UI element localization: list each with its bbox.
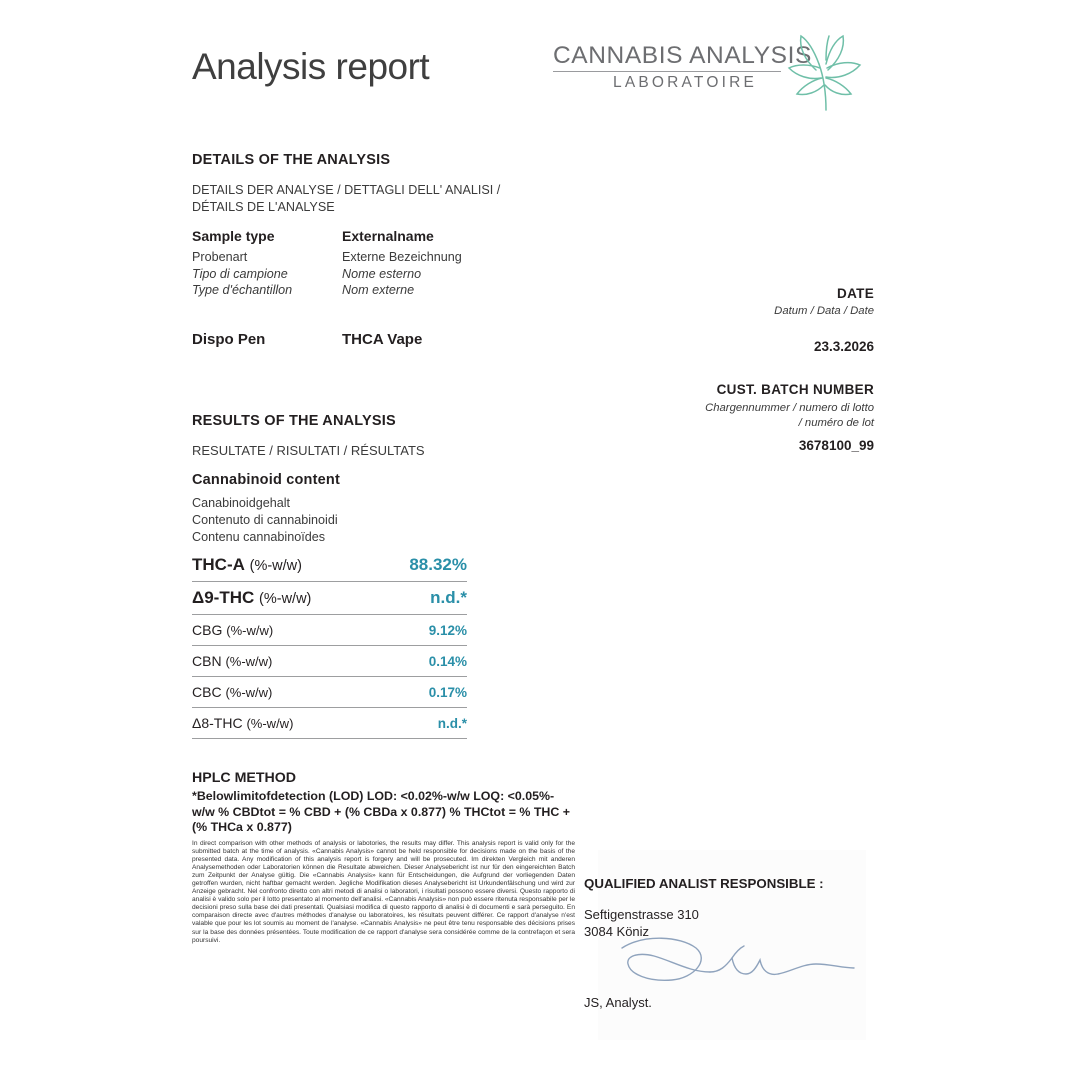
cannabinoid-value: 0.17% <box>428 684 467 700</box>
batch-label: CUST. BATCH NUMBER <box>716 382 874 397</box>
external-name-label: Externalname <box>342 228 434 244</box>
lab-address-line2: 3084 Köniz <box>584 924 650 939</box>
results-subheading: RESULTATE / RISULTATI / RÉSULTATS <box>192 443 425 458</box>
logo-divider <box>553 71 781 72</box>
handwritten-signature <box>610 930 860 1005</box>
results-heading: RESULTS OF THE ANALYSIS <box>192 413 396 429</box>
cannabinoid-value: n.d.* <box>430 588 467 607</box>
cannabinoid-unit: (%-w/w) <box>225 654 273 669</box>
external-name-label-it: Nome esterno <box>342 266 422 281</box>
cannabinoid-labels <box>192 495 622 546</box>
cannabinoid-unit: (%-w/w) <box>259 591 312 607</box>
details-subheading-line1: DETAILS DER ANALYSE / DETTAGLI DELL' ANALISI / <box>192 183 501 197</box>
details-subheading <box>192 182 622 216</box>
cannabinoid-label-de: Canabinoidgehalt <box>192 496 291 510</box>
sample-type-value: Dispo Pen <box>192 331 266 348</box>
cannabis-leaf-icon <box>783 34 869 117</box>
table-row <box>192 549 467 582</box>
cannabinoid-name: Δ9-THC <box>192 588 255 607</box>
results-section <box>192 413 622 459</box>
signature-heading: QUALIFIED ANALIST RESPONSIBLE : <box>584 876 824 891</box>
cannabinoid-value: n.d.* <box>437 715 467 731</box>
cannabinoid-heading: Cannabinoid content <box>192 472 340 488</box>
hplc-legal-text: In direct comparison with other methods of analysis or labotories, the results may differ. This analysis report is valid only for the submitted batch at the time of analysis. «Cannabis Analysis» cannot be held responsible for decisions made on the basis of the presented data. Any modification of this analysis report is forgery and will be prosecuted. Im direkten Vergleich mit anderen Analysemethoden oder Laboratorien können die Resultate abweichen. Dieser Analysebericht ist nur für den eingereichten Batch zum Zeitpunkt der Analyse gültig. Die «Cannabis Analysis» kann für Entscheidungen, die Aufgrund der vorliegenden Daten getroffen wurden, nicht haftbar gemacht werden. Jegliche Modifikation dieses Analysebericht ist Urkundenfälschung und wird zur Anzeige gebracht. Nel confronto diretto con altri metodi di analisi o laboratori, i risultati possono essere diversi. Questo rapporto di analisi è valido solo per il lotto presentato al momento dell'analisi. «Cannabis Analysis» non può essere ritenuta responsabile per le decisioni preso sulla base dei dati presentati. Qualsiasi modifica di questo rapporto di analisi è di documenti e sarà perseguito. En comparaison directe avec d'autres méthodes d'analyse ou laboratoires, les résultats peuvent différer. Ce rapport d'analyse n'est valable que pour les lot soumis au moment de l'analyse. «Cannabis Analysis» ne peut être tenu responsable des décisions prises sur la base des données présentées. Toute modification de ce rapport d'analyse sera considérée comme de la contrefaçon et sera poursuivi. <box>192 839 575 944</box>
table-row <box>192 708 467 739</box>
sample-type-label-de: Probenart <box>192 250 248 264</box>
date-label: DATE <box>837 286 874 301</box>
details-subheading-line2: DÉTAILS DE L'ANALYSE <box>192 200 335 214</box>
logo-title: CANNABIS ANALYSIS <box>553 42 812 69</box>
hplc-section <box>192 770 575 945</box>
batch-sublabel-line2: / numéro de lot <box>798 417 874 429</box>
date-sublabel: Datum / Data / Date <box>774 305 874 317</box>
cannabinoid-name: CBG <box>192 622 223 638</box>
batch-value: 3678100_99 <box>798 438 874 453</box>
analyst-name: JS, Analyst. <box>584 995 652 1010</box>
sample-type-label-it: Tipo di campione <box>192 266 288 281</box>
cannabinoid-unit: (%-w/w) <box>246 716 294 731</box>
cannabinoid-unit: (%-w/w) <box>226 623 274 638</box>
sample-info-table <box>192 228 622 299</box>
table-row <box>192 615 467 646</box>
cannabinoid-name: Δ8-THC <box>192 715 243 731</box>
table-row <box>192 582 467 615</box>
hplc-heading: HPLC METHOD <box>192 770 297 786</box>
sample-type-label: Sample type <box>192 228 275 244</box>
cannabinoid-name: CBC <box>192 684 222 700</box>
page-title: Analysis report <box>192 46 430 87</box>
cannabinoid-name: CBN <box>192 653 222 669</box>
sample-values-row <box>192 331 622 348</box>
cannabinoid-label-fr: Contenu cannabinoïdes <box>192 530 326 544</box>
cannabinoid-unit: (%-w/w) <box>225 685 273 700</box>
cannabinoid-value: 88.32% <box>409 555 467 574</box>
table-row <box>192 646 467 677</box>
sample-type-label-fr: Type d'échantillon <box>192 283 293 298</box>
brand-logo <box>553 34 873 112</box>
details-section <box>192 152 622 216</box>
lab-address-line1: Seftigenstrasse 310 <box>584 907 699 922</box>
cannabinoid-section <box>192 472 622 546</box>
external-name-label-de: Externe Bezeichnung <box>342 250 462 264</box>
cannabinoid-value: 0.14% <box>428 653 467 669</box>
details-heading: DETAILS OF THE ANALYSIS <box>192 152 391 168</box>
date-value: 23.3.2026 <box>813 339 874 354</box>
cannabinoid-name: THC-A <box>192 555 245 574</box>
external-name-value: THCA Vape <box>342 331 423 348</box>
hplc-lod-text: *Belowlimitofdetection (LOD) LOD: <0.02%-w/w LOQ: <0.05%-w/w % CBDtot = % CBD + (% CBDa x 0.877) % THCtot = % THC + (% THCa x 0.877) <box>192 789 570 834</box>
batch-sublabel-line1: Chargennummer / numero di lotto <box>705 402 874 414</box>
logo-subtitle: LABORATOIRE <box>613 74 758 91</box>
date-block <box>574 286 874 354</box>
cannabinoid-label-it: Contenuto di cannabinoidi <box>192 513 338 527</box>
table-row <box>192 677 467 708</box>
external-name-label-fr: Nom externe <box>342 283 415 298</box>
cannabinoid-unit: (%-w/w) <box>249 558 302 574</box>
cannabinoid-value: 9.12% <box>428 622 467 638</box>
cannabinoid-table <box>192 549 467 739</box>
